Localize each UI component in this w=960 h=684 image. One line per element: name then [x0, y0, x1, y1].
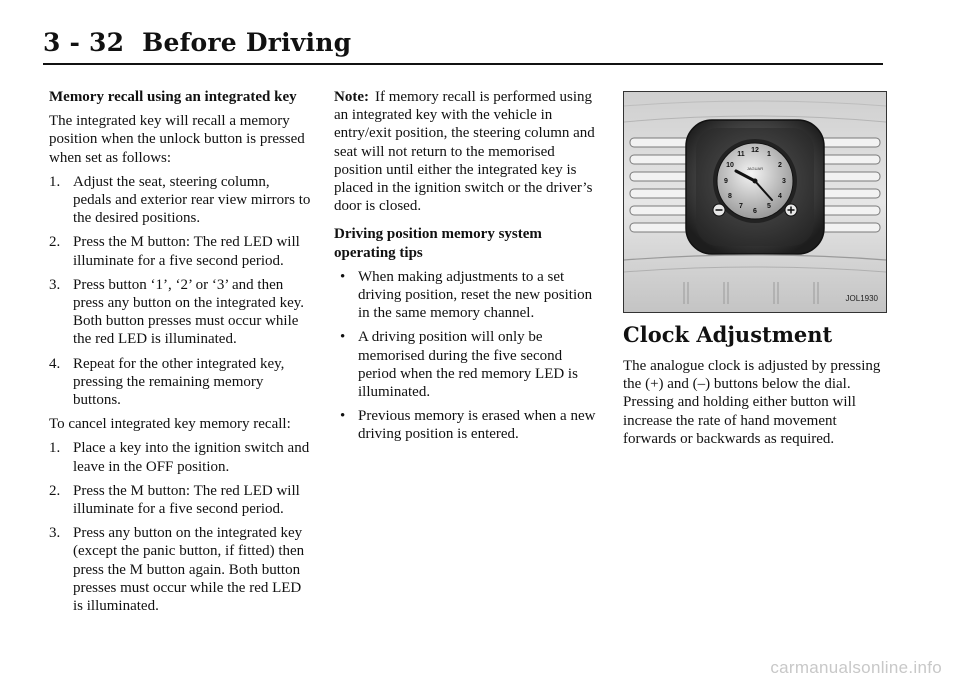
clock-numeral: 7	[739, 203, 743, 210]
list-item	[49, 439, 311, 475]
note-paragraph	[334, 88, 602, 215]
list-item	[49, 233, 311, 269]
cancel-intro: To cancel integrated key memory recall:	[49, 416, 291, 433]
column-1	[49, 88, 311, 621]
list-item	[334, 328, 602, 401]
list-item	[49, 276, 311, 349]
step-number: 3.	[49, 525, 61, 542]
memory-recall-heading: Memory recall using an integrated key	[49, 89, 297, 105]
list-item	[49, 524, 311, 615]
clock-numeral: 1	[767, 151, 771, 158]
watermark: carmanualsonline.info	[770, 658, 942, 677]
figure-code: JOL1930	[845, 293, 878, 303]
list-item	[49, 355, 311, 410]
step-number: 3.	[49, 276, 61, 293]
clock-numeral: 5	[767, 203, 771, 210]
clock-adjustment-body: The analogue clock is adjusted by pressing the (+) and (–) buttons below the dial. Pressing and holding either button will increase the rate of hand movement forwards or backwards as required.	[623, 358, 881, 447]
bullet: •	[340, 408, 346, 425]
note-text: If memory recall is performed using an integrated key with the vehicle in entry/exit position, the steering column and seat will not return to the memorised position until either the integrated key is placed in the ignition switch or the driver’s door is closed.	[334, 89, 595, 215]
clock-numeral: 8	[728, 193, 732, 200]
clock-numeral: 11	[737, 151, 745, 158]
tip-text: A driving position will only be memorised during the five second period when the red memory LED is illuminated.	[358, 329, 578, 401]
tip-text: Previous memory is erased when a new driving position is entered.	[358, 408, 596, 443]
step-text: Press the M button: The red LED will illuminate for a five second period.	[73, 234, 300, 269]
clock-brand: JAGUAR	[746, 166, 764, 171]
analogue-clock-illustration-icon	[624, 92, 886, 312]
tip-text: When making adjustments to a set driving position, reset the new position in the same memory channel.	[358, 268, 593, 322]
note-label: Note:	[334, 89, 369, 105]
clock-numeral: 4	[778, 193, 782, 200]
step-text: Adjust the seat, steering column, pedals and exterior rear view mirrors to the desired positions.	[73, 173, 311, 227]
cancel-steps-list	[49, 439, 311, 615]
list-item	[334, 407, 602, 443]
column-3	[623, 91, 885, 454]
clock-adjustment-heading: Clock Adjustment	[623, 322, 833, 347]
clock-figure	[623, 91, 887, 313]
list-item	[334, 268, 602, 323]
column-2	[334, 88, 602, 450]
clock-numeral: 9	[724, 178, 728, 185]
tips-heading: Driving position memory system operating tips	[334, 226, 542, 261]
tips-list	[334, 268, 602, 444]
clock-numeral: 10	[726, 162, 734, 169]
header-rule	[43, 63, 883, 65]
page-header	[43, 28, 351, 57]
step-text: Repeat for the other integrated key, pressing the remaining memory buttons.	[73, 355, 285, 409]
clock-numeral: 3	[782, 178, 786, 185]
bullet: •	[340, 268, 346, 285]
memory-recall-intro: The integrated key will recall a memory position when the unlock button is pressed when set as follows:	[49, 113, 305, 166]
step-text: Place a key into the ignition switch and leave in the OFF position.	[73, 440, 310, 475]
step-number: 1.	[49, 440, 61, 457]
clock-numeral: 2	[778, 162, 782, 169]
step-text: Press any button on the integrated key (except the panic button, if fitted) then press the M button again. Both button presses must occur while the red LED is illuminated.	[73, 525, 305, 615]
clock-numeral: 12	[751, 147, 759, 154]
step-number: 1.	[49, 173, 61, 190]
step-text: Press the M button: The red LED will illuminate for a five second period.	[73, 482, 300, 518]
bullet: •	[340, 329, 346, 346]
list-item	[49, 482, 311, 518]
list-item	[49, 173, 311, 228]
step-number: 4.	[49, 355, 61, 372]
step-text: Press button ‘1’, ‘2’ or ‘3’ and then press any button on the integrated key. Both button presses must occur while the red LED is illuminated.	[73, 276, 305, 348]
clock-numeral: 6	[753, 208, 757, 215]
page-title: Before Driving	[142, 28, 352, 57]
section-number: 3 - 32	[43, 28, 125, 57]
step-number: 2.	[49, 234, 61, 251]
set-steps-list	[49, 173, 311, 409]
step-number: 2.	[49, 482, 61, 499]
